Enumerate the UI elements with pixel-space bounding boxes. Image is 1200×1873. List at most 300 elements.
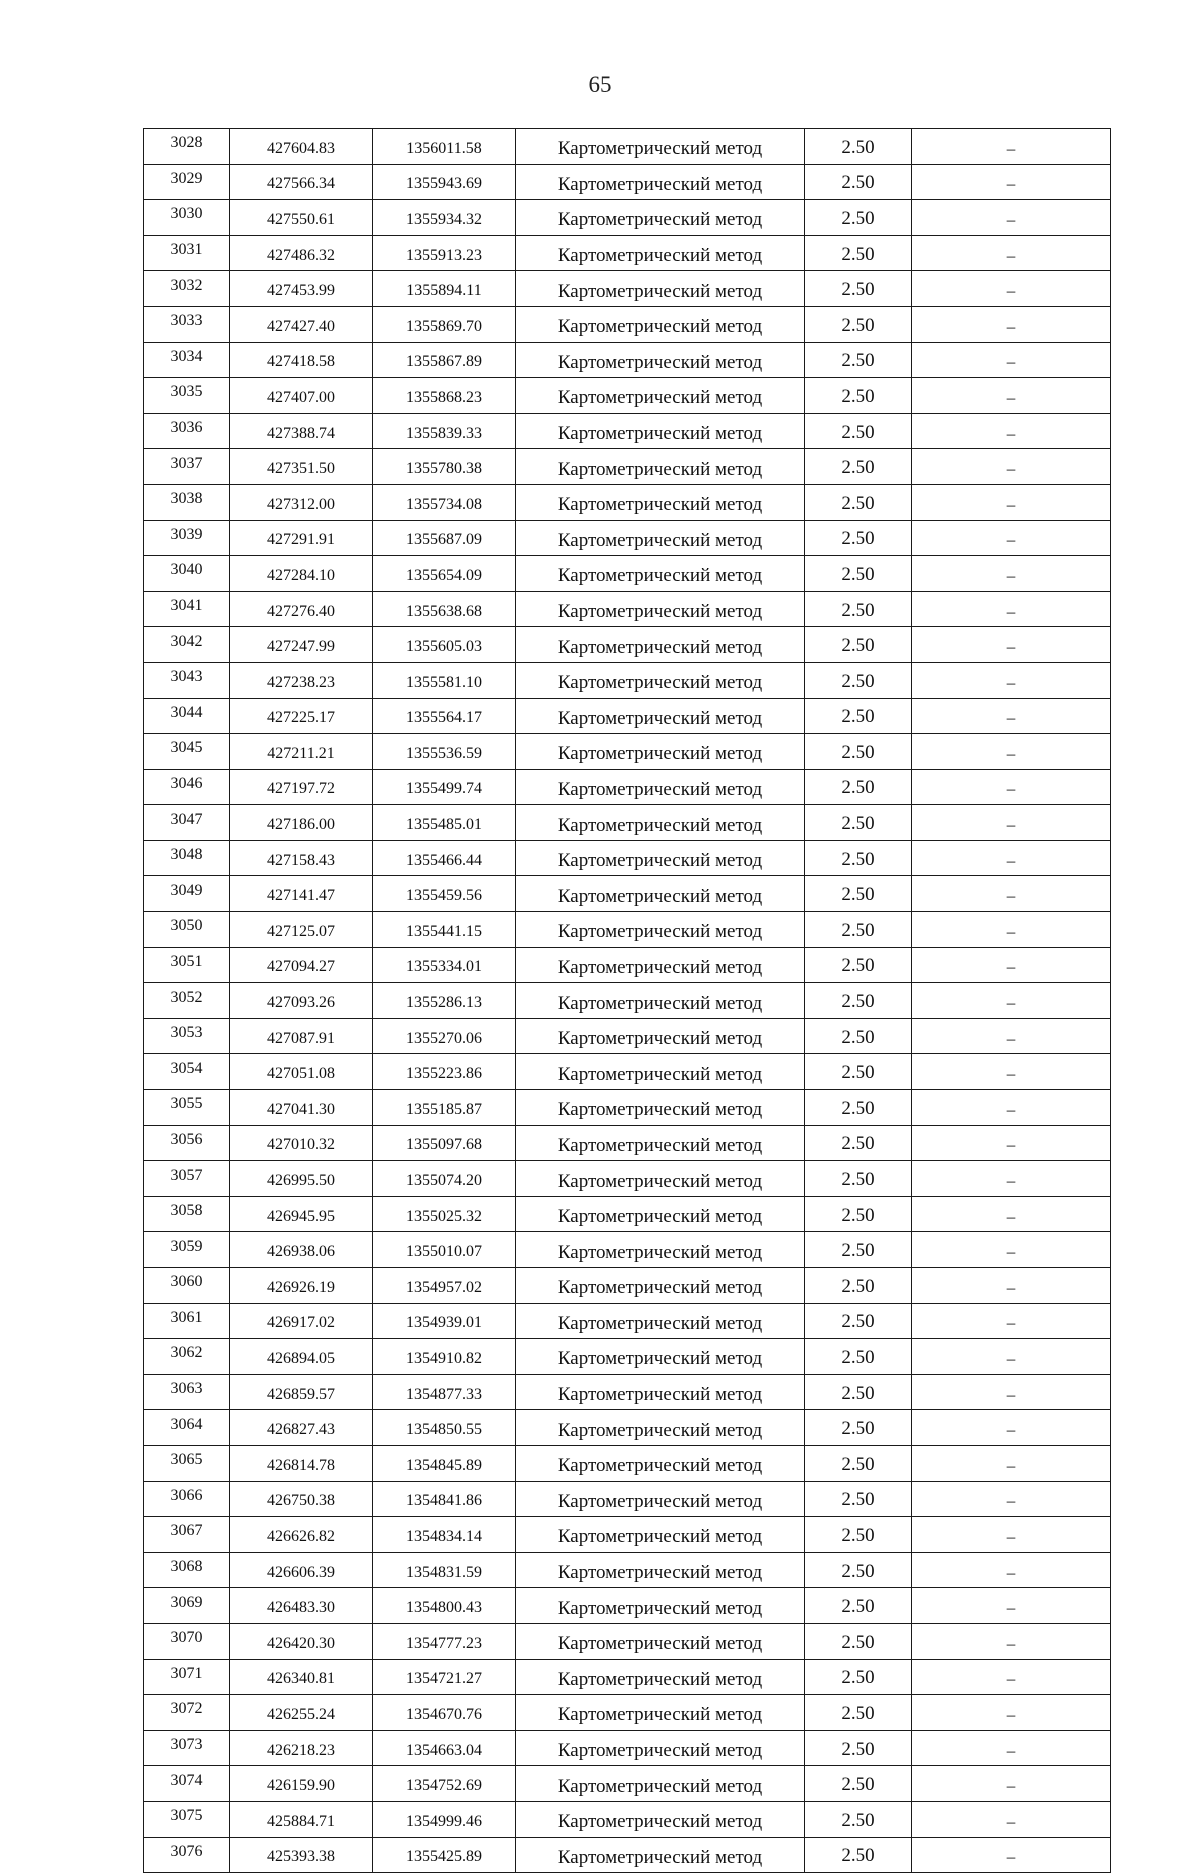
- accuracy-cell: 2.50: [805, 1517, 912, 1553]
- note-cell: –: [912, 698, 1111, 734]
- table-row: [144, 556, 1111, 592]
- method-cell: Картометрический метод: [516, 520, 805, 556]
- note-cell: –: [912, 1552, 1111, 1588]
- x-coordinate-cell: 427388.74: [230, 413, 373, 449]
- table-row: [144, 1766, 1111, 1802]
- accuracy-cell: 2.50: [805, 983, 912, 1019]
- x-coordinate-cell: 426859.57: [230, 1374, 373, 1410]
- point-number-cell: 3050: [144, 912, 230, 948]
- note-cell: –: [912, 378, 1111, 414]
- table-row: [144, 1339, 1111, 1375]
- method-cell: Картометрический метод: [516, 1445, 805, 1481]
- accuracy-cell: 2.50: [805, 1303, 912, 1339]
- y-coordinate-cell: 1355466.44: [373, 840, 516, 876]
- table-row: [144, 1410, 1111, 1446]
- accuracy-cell: 2.50: [805, 342, 912, 378]
- x-coordinate-cell: 427094.27: [230, 947, 373, 983]
- x-coordinate-cell: 427427.40: [230, 306, 373, 342]
- point-number-cell: 3069: [144, 1588, 230, 1624]
- table-row: [144, 1837, 1111, 1873]
- note-cell: –: [912, 1730, 1111, 1766]
- y-coordinate-cell: 1355074.20: [373, 1161, 516, 1197]
- point-number-cell: 3034: [144, 342, 230, 378]
- accuracy-cell: 2.50: [805, 556, 912, 592]
- y-coordinate-cell: 1355286.13: [373, 983, 516, 1019]
- table-row: [144, 1659, 1111, 1695]
- accuracy-cell: 2.50: [805, 1339, 912, 1375]
- table-row: [144, 449, 1111, 485]
- accuracy-cell: 2.50: [805, 1659, 912, 1695]
- accuracy-cell: 2.50: [805, 734, 912, 770]
- table-row: [144, 1445, 1111, 1481]
- method-cell: Картометрический метод: [516, 1018, 805, 1054]
- point-number-cell: 3063: [144, 1374, 230, 1410]
- y-coordinate-cell: 1354831.59: [373, 1552, 516, 1588]
- method-cell: Картометрический метод: [516, 734, 805, 770]
- note-cell: –: [912, 556, 1111, 592]
- note-cell: –: [912, 484, 1111, 520]
- x-coordinate-cell: 427486.32: [230, 235, 373, 271]
- x-coordinate-cell: 427407.00: [230, 378, 373, 414]
- y-coordinate-cell: 1355270.06: [373, 1018, 516, 1054]
- method-cell: Картометрический метод: [516, 1339, 805, 1375]
- point-number-cell: 3037: [144, 449, 230, 485]
- point-number-cell: 3066: [144, 1481, 230, 1517]
- note-cell: –: [912, 1588, 1111, 1624]
- method-cell: Картометрический метод: [516, 1659, 805, 1695]
- table-row: [144, 129, 1111, 165]
- method-cell: Картометрический метод: [516, 1090, 805, 1126]
- coordinates-table: [143, 128, 1111, 1873]
- point-number-cell: 3039: [144, 520, 230, 556]
- method-cell: Картометрический метод: [516, 235, 805, 271]
- method-cell: Картометрический метод: [516, 1623, 805, 1659]
- point-number-cell: 3055: [144, 1090, 230, 1126]
- table-row: [144, 378, 1111, 414]
- x-coordinate-cell: 427276.40: [230, 591, 373, 627]
- table-row: [144, 805, 1111, 841]
- table-row: [144, 1161, 1111, 1197]
- y-coordinate-cell: 1355185.87: [373, 1090, 516, 1126]
- note-cell: –: [912, 734, 1111, 770]
- x-coordinate-cell: 427051.08: [230, 1054, 373, 1090]
- accuracy-cell: 2.50: [805, 591, 912, 627]
- note-cell: –: [912, 1481, 1111, 1517]
- note-cell: –: [912, 1766, 1111, 1802]
- method-cell: Картометрический метод: [516, 342, 805, 378]
- x-coordinate-cell: 427566.34: [230, 164, 373, 200]
- accuracy-cell: 2.50: [805, 947, 912, 983]
- point-number-cell: 3035: [144, 378, 230, 414]
- note-cell: –: [912, 1303, 1111, 1339]
- x-coordinate-cell: 425393.38: [230, 1837, 373, 1873]
- note-cell: –: [912, 1090, 1111, 1126]
- x-coordinate-cell: 427247.99: [230, 627, 373, 663]
- table-row: [144, 734, 1111, 770]
- table-row: [144, 662, 1111, 698]
- table-row: [144, 627, 1111, 663]
- table-row: [144, 1018, 1111, 1054]
- accuracy-cell: 2.50: [805, 1374, 912, 1410]
- x-coordinate-cell: 427604.83: [230, 129, 373, 165]
- point-number-cell: 3068: [144, 1552, 230, 1588]
- note-cell: –: [912, 1196, 1111, 1232]
- x-coordinate-cell: 426814.78: [230, 1445, 373, 1481]
- x-coordinate-cell: 427141.47: [230, 876, 373, 912]
- accuracy-cell: 2.50: [805, 1054, 912, 1090]
- point-number-cell: 3047: [144, 805, 230, 841]
- accuracy-cell: 2.50: [805, 840, 912, 876]
- accuracy-cell: 2.50: [805, 1552, 912, 1588]
- x-coordinate-cell: 427211.21: [230, 734, 373, 770]
- accuracy-cell: 2.50: [805, 1090, 912, 1126]
- method-cell: Картометрический метод: [516, 449, 805, 485]
- note-cell: –: [912, 840, 1111, 876]
- point-number-cell: 3065: [144, 1445, 230, 1481]
- y-coordinate-cell: 1355425.89: [373, 1837, 516, 1873]
- method-cell: Картометрический метод: [516, 1481, 805, 1517]
- method-cell: Картометрический метод: [516, 876, 805, 912]
- table-row: [144, 520, 1111, 556]
- x-coordinate-cell: 427238.23: [230, 662, 373, 698]
- x-coordinate-cell: 427197.72: [230, 769, 373, 805]
- accuracy-cell: 2.50: [805, 484, 912, 520]
- x-coordinate-cell: 426606.39: [230, 1552, 373, 1588]
- x-coordinate-cell: 426420.30: [230, 1623, 373, 1659]
- x-coordinate-cell: 427087.91: [230, 1018, 373, 1054]
- y-coordinate-cell: 1354752.69: [373, 1766, 516, 1802]
- table-row: [144, 1374, 1111, 1410]
- x-coordinate-cell: 426926.19: [230, 1268, 373, 1304]
- accuracy-cell: 2.50: [805, 1766, 912, 1802]
- note-cell: –: [912, 1659, 1111, 1695]
- x-coordinate-cell: 426827.43: [230, 1410, 373, 1446]
- accuracy-cell: 2.50: [805, 912, 912, 948]
- x-coordinate-cell: 427158.43: [230, 840, 373, 876]
- accuracy-cell: 2.50: [805, 1196, 912, 1232]
- point-number-cell: 3056: [144, 1125, 230, 1161]
- point-number-cell: 3059: [144, 1232, 230, 1268]
- note-cell: –: [912, 769, 1111, 805]
- point-number-cell: 3057: [144, 1161, 230, 1197]
- method-cell: Картометрический метод: [516, 769, 805, 805]
- accuracy-cell: 2.50: [805, 1018, 912, 1054]
- point-number-cell: 3062: [144, 1339, 230, 1375]
- x-coordinate-cell: 427453.99: [230, 271, 373, 307]
- note-cell: –: [912, 520, 1111, 556]
- y-coordinate-cell: 1355867.89: [373, 342, 516, 378]
- point-number-cell: 3058: [144, 1196, 230, 1232]
- y-coordinate-cell: 1355581.10: [373, 662, 516, 698]
- method-cell: Картометрический метод: [516, 805, 805, 841]
- accuracy-cell: 2.50: [805, 1232, 912, 1268]
- table-row: [144, 271, 1111, 307]
- note-cell: –: [912, 662, 1111, 698]
- accuracy-cell: 2.50: [805, 662, 912, 698]
- point-number-cell: 3040: [144, 556, 230, 592]
- x-coordinate-cell: 427550.61: [230, 200, 373, 236]
- y-coordinate-cell: 1355869.70: [373, 306, 516, 342]
- method-cell: Картометрический метод: [516, 698, 805, 734]
- method-cell: Картометрический метод: [516, 662, 805, 698]
- note-cell: –: [912, 876, 1111, 912]
- note-cell: –: [912, 1623, 1111, 1659]
- point-number-cell: 3051: [144, 947, 230, 983]
- x-coordinate-cell: 426995.50: [230, 1161, 373, 1197]
- table-row: [144, 840, 1111, 876]
- x-coordinate-cell: 426894.05: [230, 1339, 373, 1375]
- method-cell: Картометрический метод: [516, 200, 805, 236]
- y-coordinate-cell: 1355441.15: [373, 912, 516, 948]
- x-coordinate-cell: 426917.02: [230, 1303, 373, 1339]
- accuracy-cell: 2.50: [805, 1588, 912, 1624]
- y-coordinate-cell: 1355839.33: [373, 413, 516, 449]
- method-cell: Картометрический метод: [516, 983, 805, 1019]
- x-coordinate-cell: 427225.17: [230, 698, 373, 734]
- accuracy-cell: 2.50: [805, 306, 912, 342]
- table-row: [144, 235, 1111, 271]
- y-coordinate-cell: 1355734.08: [373, 484, 516, 520]
- x-coordinate-cell: 426750.38: [230, 1481, 373, 1517]
- accuracy-cell: 2.50: [805, 129, 912, 165]
- table-row: [144, 1588, 1111, 1624]
- method-cell: Картометрический метод: [516, 1801, 805, 1837]
- method-cell: Картометрический метод: [516, 1196, 805, 1232]
- x-coordinate-cell: 426483.30: [230, 1588, 373, 1624]
- point-number-cell: 3044: [144, 698, 230, 734]
- accuracy-cell: 2.50: [805, 271, 912, 307]
- y-coordinate-cell: 1356011.58: [373, 129, 516, 165]
- method-cell: Картометрический метод: [516, 1730, 805, 1766]
- point-number-cell: 3032: [144, 271, 230, 307]
- y-coordinate-cell: 1355913.23: [373, 235, 516, 271]
- point-number-cell: 3030: [144, 200, 230, 236]
- note-cell: –: [912, 1374, 1111, 1410]
- table-row: [144, 1303, 1111, 1339]
- note-cell: –: [912, 1268, 1111, 1304]
- accuracy-cell: 2.50: [805, 1730, 912, 1766]
- note-cell: –: [912, 805, 1111, 841]
- x-coordinate-cell: 427186.00: [230, 805, 373, 841]
- x-coordinate-cell: 427312.00: [230, 484, 373, 520]
- method-cell: Картометрический метод: [516, 591, 805, 627]
- point-number-cell: 3036: [144, 413, 230, 449]
- method-cell: Картометрический метод: [516, 484, 805, 520]
- note-cell: –: [912, 342, 1111, 378]
- method-cell: Картометрический метод: [516, 1517, 805, 1553]
- table-row: [144, 1054, 1111, 1090]
- note-cell: –: [912, 235, 1111, 271]
- note-cell: –: [912, 1695, 1111, 1731]
- accuracy-cell: 2.50: [805, 1125, 912, 1161]
- method-cell: Картометрический метод: [516, 306, 805, 342]
- method-cell: Картометрический метод: [516, 1552, 805, 1588]
- point-number-cell: 3041: [144, 591, 230, 627]
- accuracy-cell: 2.50: [805, 413, 912, 449]
- table-row: [144, 164, 1111, 200]
- x-coordinate-cell: 425884.71: [230, 1801, 373, 1837]
- y-coordinate-cell: 1355564.17: [373, 698, 516, 734]
- y-coordinate-cell: 1354957.02: [373, 1268, 516, 1304]
- accuracy-cell: 2.50: [805, 1623, 912, 1659]
- note-cell: –: [912, 983, 1111, 1019]
- x-coordinate-cell: 426255.24: [230, 1695, 373, 1731]
- method-cell: Картометрический метод: [516, 627, 805, 663]
- note-cell: –: [912, 1161, 1111, 1197]
- accuracy-cell: 2.50: [805, 164, 912, 200]
- point-number-cell: 3033: [144, 306, 230, 342]
- accuracy-cell: 2.50: [805, 1445, 912, 1481]
- method-cell: Картометрический метод: [516, 1588, 805, 1624]
- x-coordinate-cell: 426159.90: [230, 1766, 373, 1802]
- point-number-cell: 3054: [144, 1054, 230, 1090]
- y-coordinate-cell: 1355654.09: [373, 556, 516, 592]
- table-row: [144, 876, 1111, 912]
- y-coordinate-cell: 1355010.07: [373, 1232, 516, 1268]
- x-coordinate-cell: 427351.50: [230, 449, 373, 485]
- y-coordinate-cell: 1355605.03: [373, 627, 516, 663]
- note-cell: –: [912, 1410, 1111, 1446]
- accuracy-cell: 2.50: [805, 769, 912, 805]
- x-coordinate-cell: 426945.95: [230, 1196, 373, 1232]
- x-coordinate-cell: 427041.30: [230, 1090, 373, 1126]
- page-number: 65: [588, 72, 612, 97]
- note-cell: –: [912, 1054, 1111, 1090]
- y-coordinate-cell: 1355025.32: [373, 1196, 516, 1232]
- point-number-cell: 3038: [144, 484, 230, 520]
- coordinates-table-body: [144, 129, 1111, 1873]
- method-cell: Картометрический метод: [516, 1268, 805, 1304]
- note-cell: –: [912, 947, 1111, 983]
- note-cell: –: [912, 413, 1111, 449]
- y-coordinate-cell: 1355334.01: [373, 947, 516, 983]
- point-number-cell: 3029: [144, 164, 230, 200]
- table-row: [144, 1232, 1111, 1268]
- table-row: [144, 769, 1111, 805]
- method-cell: Картометрический метод: [516, 164, 805, 200]
- y-coordinate-cell: 1355485.01: [373, 805, 516, 841]
- table-row: [144, 413, 1111, 449]
- method-cell: Картометрический метод: [516, 271, 805, 307]
- table-row: [144, 1196, 1111, 1232]
- table-row: [144, 1268, 1111, 1304]
- x-coordinate-cell: 427291.91: [230, 520, 373, 556]
- method-cell: Картометрический метод: [516, 1303, 805, 1339]
- note-cell: –: [912, 306, 1111, 342]
- table-row: [144, 484, 1111, 520]
- point-number-cell: 3071: [144, 1659, 230, 1695]
- y-coordinate-cell: 1355868.23: [373, 378, 516, 414]
- y-coordinate-cell: 1355638.68: [373, 591, 516, 627]
- y-coordinate-cell: 1354663.04: [373, 1730, 516, 1766]
- method-cell: Картометрический метод: [516, 947, 805, 983]
- x-coordinate-cell: 426340.81: [230, 1659, 373, 1695]
- accuracy-cell: 2.50: [805, 1481, 912, 1517]
- y-coordinate-cell: 1355780.38: [373, 449, 516, 485]
- accuracy-cell: 2.50: [805, 1410, 912, 1446]
- note-cell: –: [912, 1445, 1111, 1481]
- y-coordinate-cell: 1355943.69: [373, 164, 516, 200]
- point-number-cell: 3031: [144, 235, 230, 271]
- y-coordinate-cell: 1354777.23: [373, 1623, 516, 1659]
- y-coordinate-cell: 1355499.74: [373, 769, 516, 805]
- y-coordinate-cell: 1354845.89: [373, 1445, 516, 1481]
- accuracy-cell: 2.50: [805, 200, 912, 236]
- y-coordinate-cell: 1354721.27: [373, 1659, 516, 1695]
- note-cell: –: [912, 271, 1111, 307]
- note-cell: –: [912, 1018, 1111, 1054]
- y-coordinate-cell: 1354999.46: [373, 1801, 516, 1837]
- accuracy-cell: 2.50: [805, 805, 912, 841]
- method-cell: Картометрический метод: [516, 1374, 805, 1410]
- point-number-cell: 3060: [144, 1268, 230, 1304]
- x-coordinate-cell: 426626.82: [230, 1517, 373, 1553]
- x-coordinate-cell: 426938.06: [230, 1232, 373, 1268]
- point-number-cell: 3070: [144, 1623, 230, 1659]
- y-coordinate-cell: 1354834.14: [373, 1517, 516, 1553]
- table-row: [144, 1481, 1111, 1517]
- y-coordinate-cell: 1354850.55: [373, 1410, 516, 1446]
- note-cell: –: [912, 627, 1111, 663]
- note-cell: –: [912, 1801, 1111, 1837]
- method-cell: Картометрический метод: [516, 1161, 805, 1197]
- note-cell: –: [912, 1517, 1111, 1553]
- table-row: [144, 698, 1111, 734]
- y-coordinate-cell: 1355459.56: [373, 876, 516, 912]
- note-cell: –: [912, 591, 1111, 627]
- point-number-cell: 3072: [144, 1695, 230, 1731]
- point-number-cell: 3045: [144, 734, 230, 770]
- accuracy-cell: 2.50: [805, 520, 912, 556]
- y-coordinate-cell: 1354841.86: [373, 1481, 516, 1517]
- table-row: [144, 1730, 1111, 1766]
- point-number-cell: 3075: [144, 1801, 230, 1837]
- accuracy-cell: 2.50: [805, 235, 912, 271]
- point-number-cell: 3074: [144, 1766, 230, 1802]
- point-number-cell: 3061: [144, 1303, 230, 1339]
- table-row: [144, 983, 1111, 1019]
- x-coordinate-cell: 427010.32: [230, 1125, 373, 1161]
- method-cell: Картометрический метод: [516, 840, 805, 876]
- accuracy-cell: 2.50: [805, 1801, 912, 1837]
- method-cell: Картометрический метод: [516, 556, 805, 592]
- y-coordinate-cell: 1355934.32: [373, 200, 516, 236]
- table-row: [144, 591, 1111, 627]
- accuracy-cell: 2.50: [805, 1161, 912, 1197]
- note-cell: –: [912, 1125, 1111, 1161]
- point-number-cell: 3043: [144, 662, 230, 698]
- y-coordinate-cell: 1355687.09: [373, 520, 516, 556]
- table-row: [144, 1090, 1111, 1126]
- point-number-cell: 3076: [144, 1837, 230, 1873]
- table-row: [144, 306, 1111, 342]
- x-coordinate-cell: 426218.23: [230, 1730, 373, 1766]
- x-coordinate-cell: 427125.07: [230, 912, 373, 948]
- table-row: [144, 1517, 1111, 1553]
- point-number-cell: 3049: [144, 876, 230, 912]
- accuracy-cell: 2.50: [805, 1268, 912, 1304]
- note-cell: –: [912, 164, 1111, 200]
- accuracy-cell: 2.50: [805, 698, 912, 734]
- method-cell: Картометрический метод: [516, 1837, 805, 1873]
- accuracy-cell: 2.50: [805, 1837, 912, 1873]
- table-row: [144, 1801, 1111, 1837]
- point-number-cell: 3064: [144, 1410, 230, 1446]
- y-coordinate-cell: 1354939.01: [373, 1303, 516, 1339]
- table-row: [144, 200, 1111, 236]
- point-number-cell: 3028: [144, 129, 230, 165]
- y-coordinate-cell: 1355536.59: [373, 734, 516, 770]
